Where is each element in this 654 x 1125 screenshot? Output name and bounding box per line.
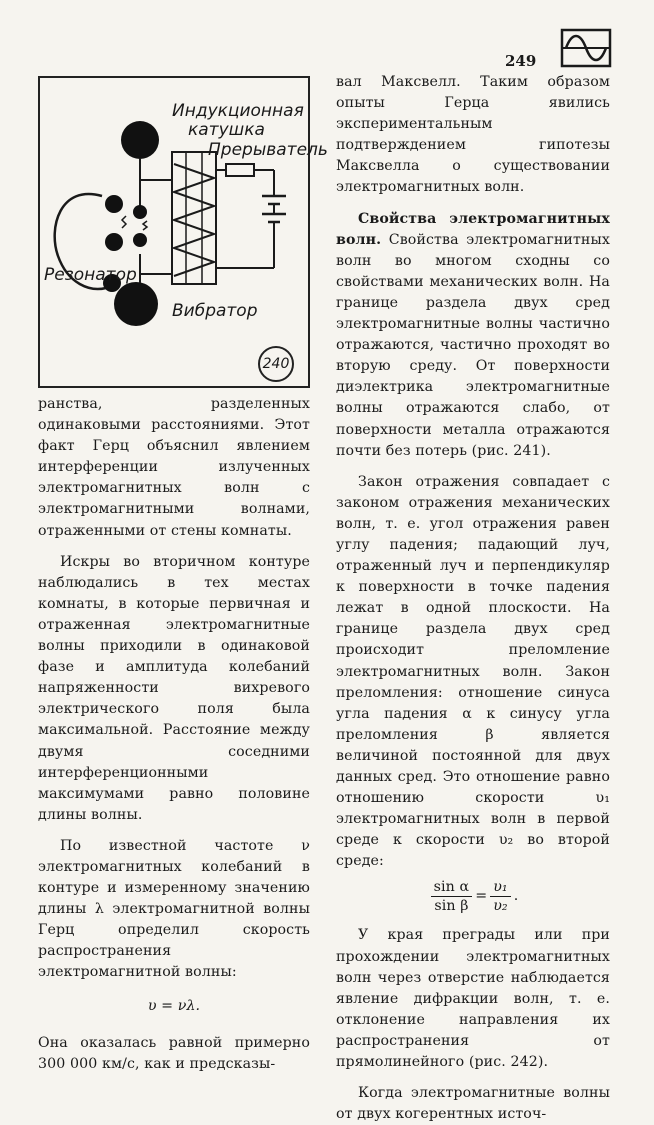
formula-sin-alpha: sin α xyxy=(431,878,473,897)
label-resonator: Резонатор xyxy=(44,265,137,285)
vibrator-ball-top xyxy=(121,121,159,159)
resonator-spark xyxy=(122,216,126,228)
left-column xyxy=(38,394,310,1075)
vibrator-ball-bottom xyxy=(114,282,158,326)
formula-equals: = xyxy=(475,888,488,905)
refraction-formula xyxy=(336,878,610,915)
formula-sin-beta: sin β xyxy=(434,898,469,915)
page-number: 249 xyxy=(505,52,537,70)
hertz-apparatus-diagram xyxy=(40,78,310,388)
speed-formula: υ = νλ. xyxy=(147,997,201,1014)
right-paragraph-2-text: Свойства электромагнитных волн во многом сходны со свойствами механических волн. На границе раздела двух сред электромагнитные волны частично отражаются, частично проходят во вторую среду. От поверхности диэлектрика электромагнитные волны отражаются слабо, от поверхности металла отражаются почти без потерь (рис. 241). xyxy=(336,231,610,459)
right-paragraph-4: У края преграды или при прохождении электромагнитных волн через отверстие наблюдается явление дифракции волн, т. е. отклонение направления их распространения от прямолинейного (рис. 242). xyxy=(336,927,610,1071)
figure-240 xyxy=(38,76,328,388)
label-coil-line2: катушка xyxy=(188,120,265,140)
right-column xyxy=(336,72,610,1125)
resonator-ball-top xyxy=(105,195,123,213)
resonator-ball-mid xyxy=(105,233,123,251)
left-paragraph-4: Она оказалась равной примерно 300 000 км/с, как и предсказы- xyxy=(38,1034,310,1072)
label-coil-line1: Индукционная xyxy=(172,101,304,121)
spark-gap-ball-top xyxy=(133,205,147,219)
label-interrupter: Прерыватель xyxy=(208,140,328,160)
sine-wave-icon xyxy=(560,28,612,68)
right-paragraph-1: вал Максвелл. Таким образом опыты Герца явились экспериментальным подтверждением гипотезы Максвелла о существовании электромагнитных волн. xyxy=(336,74,610,196)
right-paragraph-3: Закон отражения совпадает с законом отражения механических волн, т. е. угол отражения равен углу падения; падающий луч, отраженный луч и перпендикуляр к поверхности в точке падения лежат в одной плоскости. На границе раздела двух сред происходит преломление электромагнитных волн. Закон преломления: отношение синуса угла падения α к синусу угла преломления β является величиной постоянной для двух данных сред. Это отношение равно отношению скорости υ₁ электромагнитных волн в первой среде к скорости υ₂ во второй среде: xyxy=(336,473,610,870)
section-heading: Свойства электромагнитных волн. xyxy=(336,210,610,248)
formula-period: . xyxy=(513,888,519,905)
label-vibrator: Вибратор xyxy=(172,301,258,321)
left-paragraph-3: По известной частоте ν электромагнитных колебаний в контуре и измеренному значению длины λ электромагнитной волны Герц определил скорость распространения электромагнитной волны: xyxy=(38,837,310,981)
right-paragraph-5: Когда электромагнитные волны от двух когерентных источ- xyxy=(336,1085,610,1123)
coil-winding xyxy=(174,164,214,276)
right-paragraph-2 xyxy=(336,209,610,462)
spark-gap-ball-bottom xyxy=(133,233,147,247)
interrupter xyxy=(226,164,254,176)
figure-number: 240 xyxy=(258,346,294,382)
formula-v2: υ₂ xyxy=(493,898,508,915)
left-paragraph-2: Искры во вторичном контуре наблюдались в тех местах комнаты, в которые первичная и отраженная электромагнитные волны приходили в одинаковой фазе и амплитуда колебаний напряженности вихревого электрического поля была максимальной. Расстояние между двумя соседними интерференционными максимумами равно половине длины волны. xyxy=(38,553,310,823)
formula-v1: υ₁ xyxy=(490,878,511,897)
left-paragraph-1: ранства, разделенных одинаковыми расстояниями. Этот факт Герц объяснил явлением интерференции излученных электромагнитных волн с электромагнитными волнами, отраженными от стены комнаты. xyxy=(38,396,310,539)
